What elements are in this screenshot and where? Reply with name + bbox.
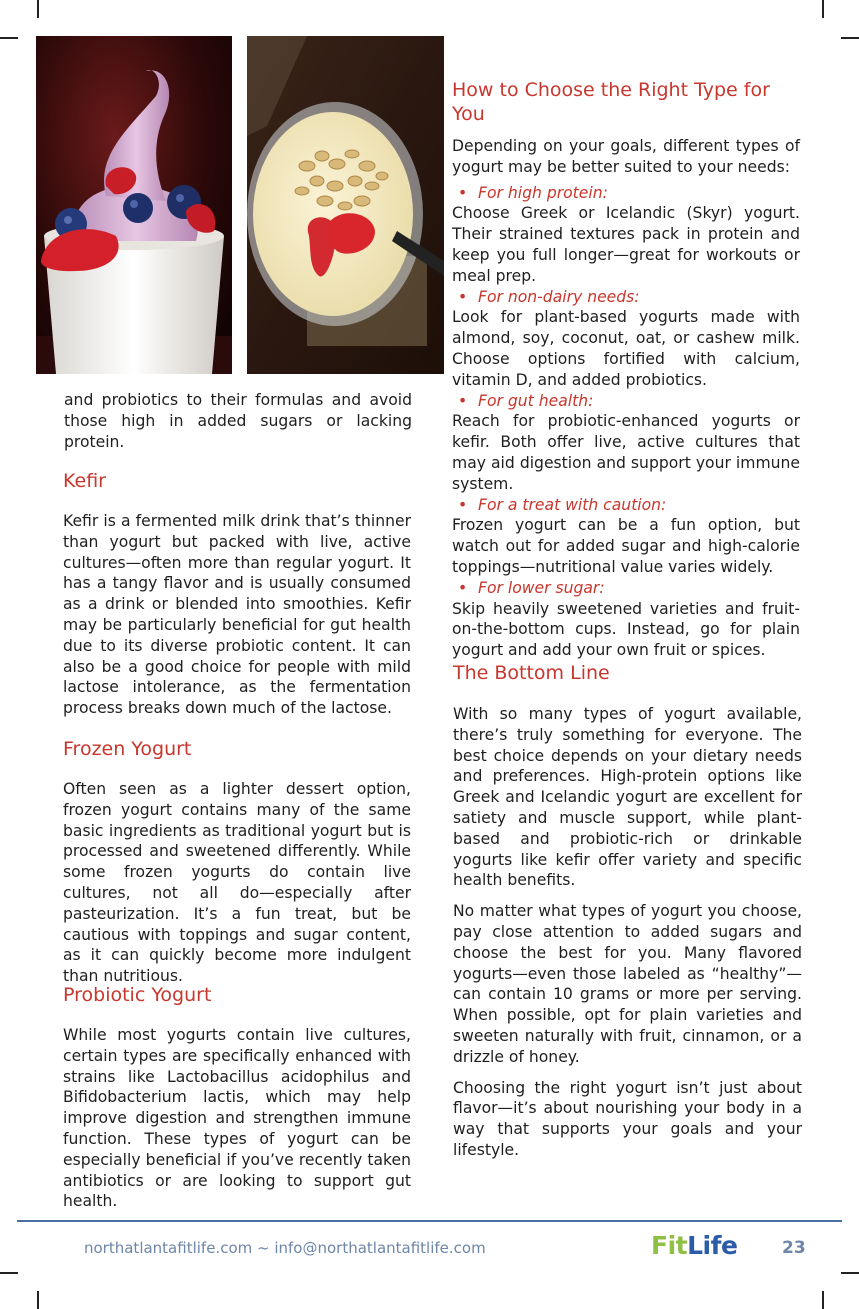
item-text: Reach for probiotic-enhanced yogurts or kefir. Both offer live, active cultures that may aid digestion and support your immune system. — [452, 412, 800, 493]
footer-contact: northatlantafitlife.com ~ info@northatlantafitlife.com — [84, 1239, 486, 1257]
crop-mark — [822, 1291, 824, 1309]
list-item: • For gut health: — [458, 391, 594, 410]
section-heading: Probiotic Yogurt — [63, 984, 212, 1006]
intro-paragraph: and probiotics to their formulas and avoid those high in added sugars or lacking protein. — [64, 391, 412, 451]
section-body: Choosing the right yogurt isn’t just about flavor—it’s about nourishing your body in a way that supports your goals and your lifestyle. — [453, 1078, 802, 1159]
frozen-yogurt-photo — [36, 36, 232, 374]
frozen-yogurt-section — [63, 737, 411, 987]
crop-mark — [841, 1272, 859, 1274]
section-intro: Depending on your goals, different types of yogurt may be better suited to your needs: — [452, 137, 800, 176]
list-item: • For non-dairy needs: — [458, 287, 640, 306]
page-number: 23 — [782, 1238, 806, 1258]
crop-mark — [37, 0, 39, 18]
crop-mark — [0, 1272, 18, 1274]
crop-mark — [37, 1291, 39, 1309]
kefir-section — [63, 469, 411, 719]
item-text: Choose Greek or Icelandic (Skyr) yogurt. Their strained textures pack in protein and keep you full longer—great for workouts or meal prep. — [452, 204, 800, 285]
item-label: For lower sugar: — [478, 578, 605, 597]
crop-mark — [0, 37, 18, 39]
section-heading: Frozen Yogurt — [63, 738, 192, 760]
item-label: For non-dairy needs: — [478, 287, 640, 306]
list-item: • For high protein: — [458, 183, 608, 202]
item-label: For gut health: — [478, 391, 594, 410]
probiotic-yogurt-section — [63, 983, 411, 1212]
item-label: For high protein: — [478, 183, 608, 202]
crop-mark — [822, 0, 824, 18]
bottom-line-section — [453, 661, 802, 1161]
item-text: Frozen yogurt can be a fun option, but watch out for added sugar and high-calorie toppings—nutritional value varies widely. — [452, 516, 800, 576]
choose-section — [452, 78, 800, 661]
logo-life: Life — [687, 1231, 738, 1260]
section-heading: The Bottom Line — [453, 662, 610, 684]
fitlife-logo — [651, 1231, 737, 1260]
footer-divider — [17, 1220, 842, 1222]
crop-mark — [841, 37, 859, 39]
section-body: With so many types of yogurt available, there’s truly something for everyone. The best choice depends on your dietary needs and preferences. High-protein options like Greek and Icelandic yogurt are excellent for satiety and muscle support, while plant-based and probiotic-rich or drinkable yogurts like kefir offer variety and specific health benefits. — [453, 705, 802, 890]
list-item: • For lower sugar: — [458, 578, 605, 597]
item-label: For a treat with caution: — [478, 495, 667, 514]
item-text: Skip heavily sweetened varieties and fruit-on-the-bottom cups. Instead, go for plain yogurt and add your own fruit or spices. — [452, 599, 800, 660]
section-body: Kefir is a fermented milk drink that’s thinner than yogurt but packed with live, active cultures—often more than regular yogurt. It has a tangy flavor and is usually consumed as a drink or blended into smoothies. Kefir may be particularly beneficial for gut health due to its diverse probiotic content. It can also be a good choice for people with mild lactose intolerance, as the fermentation process breaks down much of the lactose. — [63, 512, 411, 718]
item-text: Look for plant-based yogurts made with almond, soy, coconut, oat, or cashew milk. Choose options fortified with calcium, vitamin D, and added probiotics. — [452, 308, 800, 389]
yogurt-bowl-photo — [247, 36, 444, 374]
logo-fit: Fit — [651, 1231, 688, 1260]
section-body: No matter what types of yogurt you choose, pay close attention to added sugars and choose the best for you. Many flavored yogurts—even those labeled as “healthy”—can contain 10 grams or more per serving. When possible, opt for plain varieties and sweeten naturally with fruit, cinnamon, or a drizzle of honey. — [453, 902, 802, 1066]
section-body: Often seen as a lighter dessert option, frozen yogurt contains many of the same basic ingredients as traditional yogurt but is processed and sweetened differently. While some frozen yogurts do contain live cultures, not all do—especially after pasteurization. It’s a fun treat, but be cautious with toppings and sugar content, as it can quickly become more indulgent than nutritious. — [63, 780, 411, 986]
list-item: • For a treat with caution: — [458, 495, 667, 514]
section-heading: How to Choose the Right Type for You — [452, 79, 770, 125]
section-heading: Kefir — [63, 470, 106, 492]
section-body: While most yogurts contain live cultures, certain types are specifically enhanced with strains like Lactobacillus acidophilus and Bifidobacterium lactis, which may help improve digestion and strengthen immune function. These types of yogurt can be especially beneficial if you’ve recently taken antibiotics or are looking to support gut health. — [63, 1026, 411, 1211]
